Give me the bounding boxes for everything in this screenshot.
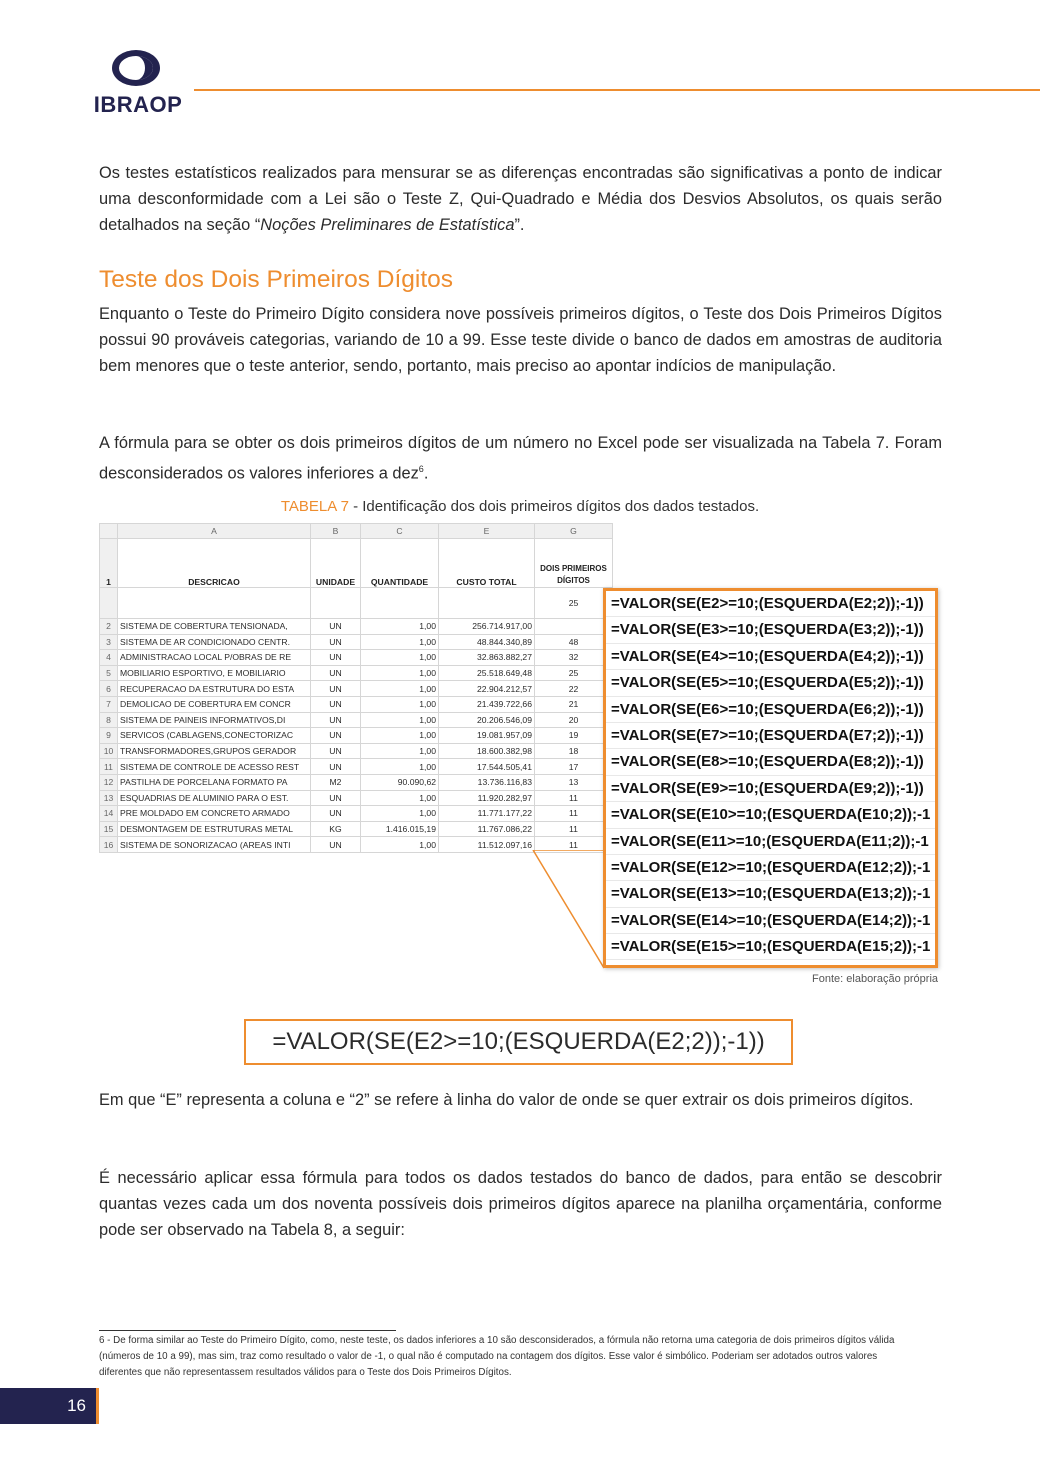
table-row <box>100 790 613 806</box>
cell-desc: SISTEMA DE COBERTURA TENSIONADA, <box>118 619 311 635</box>
footnote-divider <box>99 1330 396 1331</box>
cell-n: 6 <box>100 681 118 697</box>
cell-qt: 1,00 <box>361 681 439 697</box>
table-row <box>100 821 613 837</box>
table-row <box>100 634 613 650</box>
cell-custo: 17.544.505,41 <box>439 759 535 775</box>
cell-n: 13 <box>100 790 118 806</box>
cell-desc: MOBILIARIO ESPORTIVO, E MOBILIARIO <box>118 665 311 681</box>
cell-g: 11 <box>535 790 613 806</box>
table-row <box>100 806 613 822</box>
table7-caption: TABELA 7 - Identificação dos dois primeiros dígitos dos dados testados. <box>280 498 760 515</box>
column-letters-row: A B C E G <box>100 524 613 539</box>
cell-un: UN <box>311 665 361 681</box>
cell-custo: 18.600.382,98 <box>439 743 535 759</box>
intro-emphasis: Noções Preliminares de Estatística <box>260 216 515 234</box>
footnote-ref: 6 <box>418 464 424 474</box>
cell-un: UN <box>311 806 361 822</box>
cell-custo: 11.920.282,97 <box>439 790 535 806</box>
cell-custo: 13.736.116,83 <box>439 774 535 790</box>
corner-cell <box>100 524 118 539</box>
cell-desc: SISTEMA DE AR CONDICIONADO CENTR. <box>118 634 311 650</box>
formula-line: =VALOR(SE(E3>=10;(ESQUERDA(E3;2));-1)) <box>606 617 935 643</box>
cell-desc: PASTILHA DE PORCELANA FORMATO PA <box>118 774 311 790</box>
formula-line: =VALOR(SE(E6>=10;(ESQUERDA(E6;2));-1)) <box>606 697 935 723</box>
cell-g: 20 <box>535 712 613 728</box>
cell-n: 12 <box>100 774 118 790</box>
table-row <box>100 650 613 666</box>
formula-line: =VALOR(SE(E10>=10;(ESQUERDA(E10;2));-1 <box>606 802 935 828</box>
cell-qt: 1,00 <box>361 712 439 728</box>
cell-un: UN <box>311 696 361 712</box>
cell-desc: SISTEMA DE PAINEIS INFORMATIVOS,DI <box>118 712 311 728</box>
cell-un: UN <box>311 743 361 759</box>
formula-callout <box>603 588 938 968</box>
cell-qt: 1,00 <box>361 665 439 681</box>
cell-qt: 1,00 <box>361 790 439 806</box>
cell-n: 9 <box>100 728 118 744</box>
cell-n: 5 <box>100 665 118 681</box>
cell-custo: 32.863.882,27 <box>439 650 535 666</box>
table-row <box>100 712 613 728</box>
cell-un: UN <box>311 759 361 775</box>
first-result-row: 25 <box>100 588 613 619</box>
table-header-row: 1 DESCRICAO UNIDADE QUANTIDADE CUSTO TOTAL DOIS PRIMEIROS DÍGITOS <box>100 539 613 588</box>
table-source: Fonte: elaboração própria <box>812 973 938 985</box>
table-row <box>100 759 613 775</box>
cell-custo: 256.714.917,00 <box>439 619 535 635</box>
cell-g: 19 <box>535 728 613 744</box>
formula-line: =VALOR(SE(E11>=10;(ESQUERDA(E11;2));-1 <box>606 829 935 855</box>
cell-n: 2 <box>100 619 118 635</box>
cell-g: 48 <box>535 634 613 650</box>
cell-qt: 1,00 <box>361 806 439 822</box>
formula-line: =VALOR(SE(E12>=10;(ESQUERDA(E12;2));-1 <box>606 855 935 881</box>
cell-g: 22 <box>535 681 613 697</box>
cell-custo: 11.767.086,22 <box>439 821 535 837</box>
cell-n: 11 <box>100 759 118 775</box>
cell-qt: 1,00 <box>361 650 439 666</box>
cell-qt: 1.416.015,19 <box>361 821 439 837</box>
closing-paragraph: É necessário aplicar essa fórmula para todos os dados testados do banco de dados, para então se descobrir quantas vezes cada um dos noventa possíveis dois primeiros dígitos aparece na planilha orçamentária, conforme pode ser observado na Tabela 8, a seguir: <box>99 1169 942 1239</box>
cell-un: UN <box>311 712 361 728</box>
cell-custo: 19.081.957,09 <box>439 728 535 744</box>
cell-qt: 1,00 <box>361 743 439 759</box>
cell-g: 25 <box>535 665 613 681</box>
cell-qt: 1,00 <box>361 759 439 775</box>
table7-spreadsheet <box>99 523 613 853</box>
cell-g: 11 <box>535 837 613 853</box>
cell-un: UN <box>311 681 361 697</box>
main-formula: =VALOR(SE(E2>=10;(ESQUERDA(E2;2));-1)) <box>244 1019 793 1065</box>
cell-un: UN <box>311 650 361 666</box>
cell-qt: 1,00 <box>361 619 439 635</box>
cell-qt: 1,00 <box>361 696 439 712</box>
formula-line: =VALOR(SE(E5>=10;(ESQUERDA(E5;2));-1)) <box>606 670 935 696</box>
formula-line <box>606 960 935 968</box>
cell-n: 7 <box>100 696 118 712</box>
cell-g: 13 <box>535 774 613 790</box>
formula-line: =VALOR(SE(E9>=10;(ESQUERDA(E9;2));-1)) <box>606 776 935 802</box>
header-divider <box>194 89 1040 91</box>
table-row <box>100 665 613 681</box>
cell-custo: 21.439.722,66 <box>439 696 535 712</box>
ibraop-emblem-icon <box>110 48 162 88</box>
table-row <box>100 728 613 744</box>
cell-g: 32 <box>535 650 613 666</box>
cell-qt: 1,00 <box>361 728 439 744</box>
cell-n: 14 <box>100 806 118 822</box>
cell-un: M2 <box>311 774 361 790</box>
cell-g: 21 <box>535 696 613 712</box>
formula-line: =VALOR(SE(E2>=10;(ESQUERDA(E2;2));-1)) <box>606 591 935 617</box>
cell-custo: 11.512.097,16 <box>439 837 535 853</box>
cell-qt: 90.090,62 <box>361 774 439 790</box>
cell-custo: 22.904.212,57 <box>439 681 535 697</box>
page-number-tab <box>0 1388 99 1424</box>
section-title: Teste dos Dois Primeiros Dígitos <box>99 266 454 293</box>
footnote: 6 - De forma similar ao Teste do Primeiro Dígito, como, neste teste, os dados inferiores a 10 são desconsiderados, a fórmula não retorna uma categoria de dois primeiros dígitos válida (números de 10 a 99), mas sim, traz como resultado o valor de -1, o qual não é computado na contagem dos dígitos. Esse valor é simbólico. Poderiam ser adotados outros valores diferentes que não representassem resultados válidos para o Teste dos Dois Primeiros Dígitos. <box>99 1335 895 1378</box>
cell-desc: DEMOLICAO DE COBERTURA EM CONCR <box>118 696 311 712</box>
cell-g <box>535 619 613 635</box>
formula-line: =VALOR(SE(E15>=10;(ESQUERDA(E15;2));-1 <box>606 934 935 960</box>
page-number: 16 <box>67 1396 86 1415</box>
cell-n: 10 <box>100 743 118 759</box>
cell-un: UN <box>311 837 361 853</box>
section-paragraph-1: Enquanto o Teste do Primeiro Dígito considera nove possíveis primeiros dígitos, o Teste dos Dois Primeiros Dígitos possui 90 prováveis categorias, variando de 10 a 99. Esse teste divide o banco de dados em amostras de auditoria bem menores que o teste anterior, sendo, portanto, mais preciso ao apontar indícios de manipulação. <box>99 305 942 375</box>
cell-un: UN <box>311 790 361 806</box>
table-row <box>100 774 613 790</box>
formula-line: =VALOR(SE(E8>=10;(ESQUERDA(E8;2));-1)) <box>606 749 935 775</box>
cell-n: 3 <box>100 634 118 650</box>
brand-name: IBRAOP <box>93 92 183 117</box>
cell-desc: PRE MOLDADO EM CONCRETO ARMADO <box>118 806 311 822</box>
cell-un: UN <box>311 728 361 744</box>
cell-un: UN <box>311 634 361 650</box>
formula-line: =VALOR(SE(E13>=10;(ESQUERDA(E13;2));-1 <box>606 881 935 907</box>
cell-un: KG <box>311 821 361 837</box>
cell-un: UN <box>311 619 361 635</box>
cell-n: 4 <box>100 650 118 666</box>
formula-line: =VALOR(SE(E14>=10;(ESQUERDA(E14;2));-1 <box>606 908 935 934</box>
table-row <box>100 743 613 759</box>
cell-custo: 11.771.177,22 <box>439 806 535 822</box>
intro-paragraph: Os testes estatísticos realizados para mensurar se as diferenças encontradas são significativas a ponto de indicar uma desconformidade com a Lei são o Teste Z, Qui-Quadrado e Média dos Desvios Absolutos, os quais serão detalhados na seção “Noções Preliminares de Estatística”. <box>99 164 942 234</box>
cell-custo: 20.206.546,09 <box>439 712 535 728</box>
cell-g: 11 <box>535 821 613 837</box>
cell-desc: SERVICOS (CABLAGENS,CONECTORIZAC <box>118 728 311 744</box>
cell-custo: 25.518.649,48 <box>439 665 535 681</box>
cell-desc: ESQUADRIAS DE ALUMINIO PARA O EST. <box>118 790 311 806</box>
cell-g: 11 <box>535 806 613 822</box>
cell-desc: RECUPERACAO DA ESTRUTURA DO ESTA <box>118 681 311 697</box>
table-row <box>100 696 613 712</box>
formula-line: =VALOR(SE(E4>=10;(ESQUERDA(E4;2));-1)) <box>606 644 935 670</box>
table-row <box>100 619 613 635</box>
cell-n: 15 <box>100 821 118 837</box>
formula-line: =VALOR(SE(E7>=10;(ESQUERDA(E7;2));-1)) <box>606 723 935 749</box>
cell-desc: ADMINISTRACAO LOCAL P/OBRAS DE RE <box>118 650 311 666</box>
cell-n: 8 <box>100 712 118 728</box>
cell-desc: SISTEMA DE CONTROLE DE ACESSO REST <box>118 759 311 775</box>
explanation-paragraph: Em que “E” representa a coluna e “2” se refere à linha do valor de onde se quer extrair os dois primeiros dígitos. <box>99 1091 914 1109</box>
cell-custo: 48.844.340,89 <box>439 634 535 650</box>
section-paragraph-2: A fórmula para se obter os dois primeiros dígitos de um número no Excel pode ser visualizada na Tabela 7. Foram desconsiderados os valores inferiores a dez$^6$. <box>99 434 942 483</box>
cell-n: 16 <box>100 837 118 853</box>
cell-desc: SISTEMA DE SONORIZACAO (AREAS INTI <box>118 837 311 853</box>
cell-qt: 1,00 <box>361 634 439 650</box>
cell-g: 17 <box>535 759 613 775</box>
cell-qt: 1,00 <box>361 837 439 853</box>
cell-g: 18 <box>535 743 613 759</box>
table-row <box>100 681 613 697</box>
cell-desc: TRANSFORMADORES,GRUPOS GERADOR <box>118 743 311 759</box>
ibraop-logo <box>88 48 188 124</box>
cell-desc: DESMONTAGEM DE ESTRUTURAS METAL <box>118 821 311 837</box>
